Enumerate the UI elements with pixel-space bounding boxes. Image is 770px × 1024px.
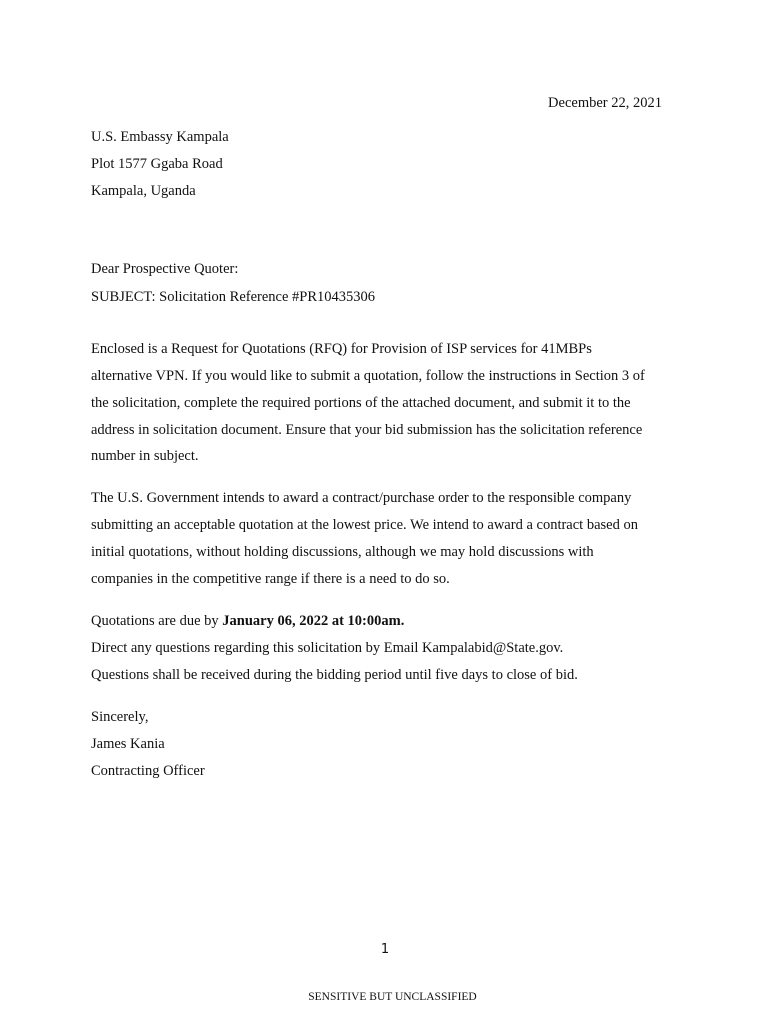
paragraph1-line-2: alternative VPN. If you would like to submit a quotation, follow the instructions in Section 3 of [91,368,645,384]
paragraph2-line-2: submitting an acceptable quotation at the lowest price. We intend to award a contract based on [91,517,638,533]
signer-title: Contracting Officer [91,763,205,779]
paragraph2-line-3: initial quotations, without holding discussions, although we may hold discussions with [91,544,594,560]
due-prefix: Quotations are due by [91,613,223,629]
closing: Sincerely, [91,709,149,725]
due-date-line [91,612,404,630]
classification-footer: SENSITIVE BUT UNCLASSIFIED [308,991,477,1003]
paragraph2-line-1: The U.S. Government intends to award a contract/purchase order to the responsible company [91,490,632,506]
subject-line: SUBJECT: Solicitation Reference #PR10435306 [91,289,376,305]
letter-date: December 22, 2021 [548,95,662,111]
paragraph1-line-3: the solicitation, complete the required portions of the attached document, and submit it to the [91,395,631,411]
paragraph1-line-4: address in solicitation document. Ensure that your bid submission has the solicitation reference [91,422,643,438]
address-line-3: Kampala, Uganda [91,183,196,199]
due-date: January 06, 2022 at 10:00am. [222,613,405,629]
questions-deadline-line: Questions shall be received during the bidding period until five days to close of bid. [91,667,578,683]
signer-name: James Kania [91,736,165,752]
paragraph1-line-1: Enclosed is a Request for Quotations (RFQ) for Provision of ISP services for 41MBPs [91,341,592,357]
address-line-2: Plot 1577 Ggaba Road [91,156,223,172]
paragraph1-line-5: number in subject. [91,448,199,464]
questions-line: Direct any questions regarding this solicitation by Email Kampalabid@State.gov. [91,640,564,656]
page-number: 1 [380,942,390,957]
paragraph2-line-4: companies in the competitive range if there is a need to do so. [91,571,450,587]
salutation: Dear Prospective Quoter: [91,261,239,277]
address-line-1: U.S. Embassy Kampala [91,129,229,145]
